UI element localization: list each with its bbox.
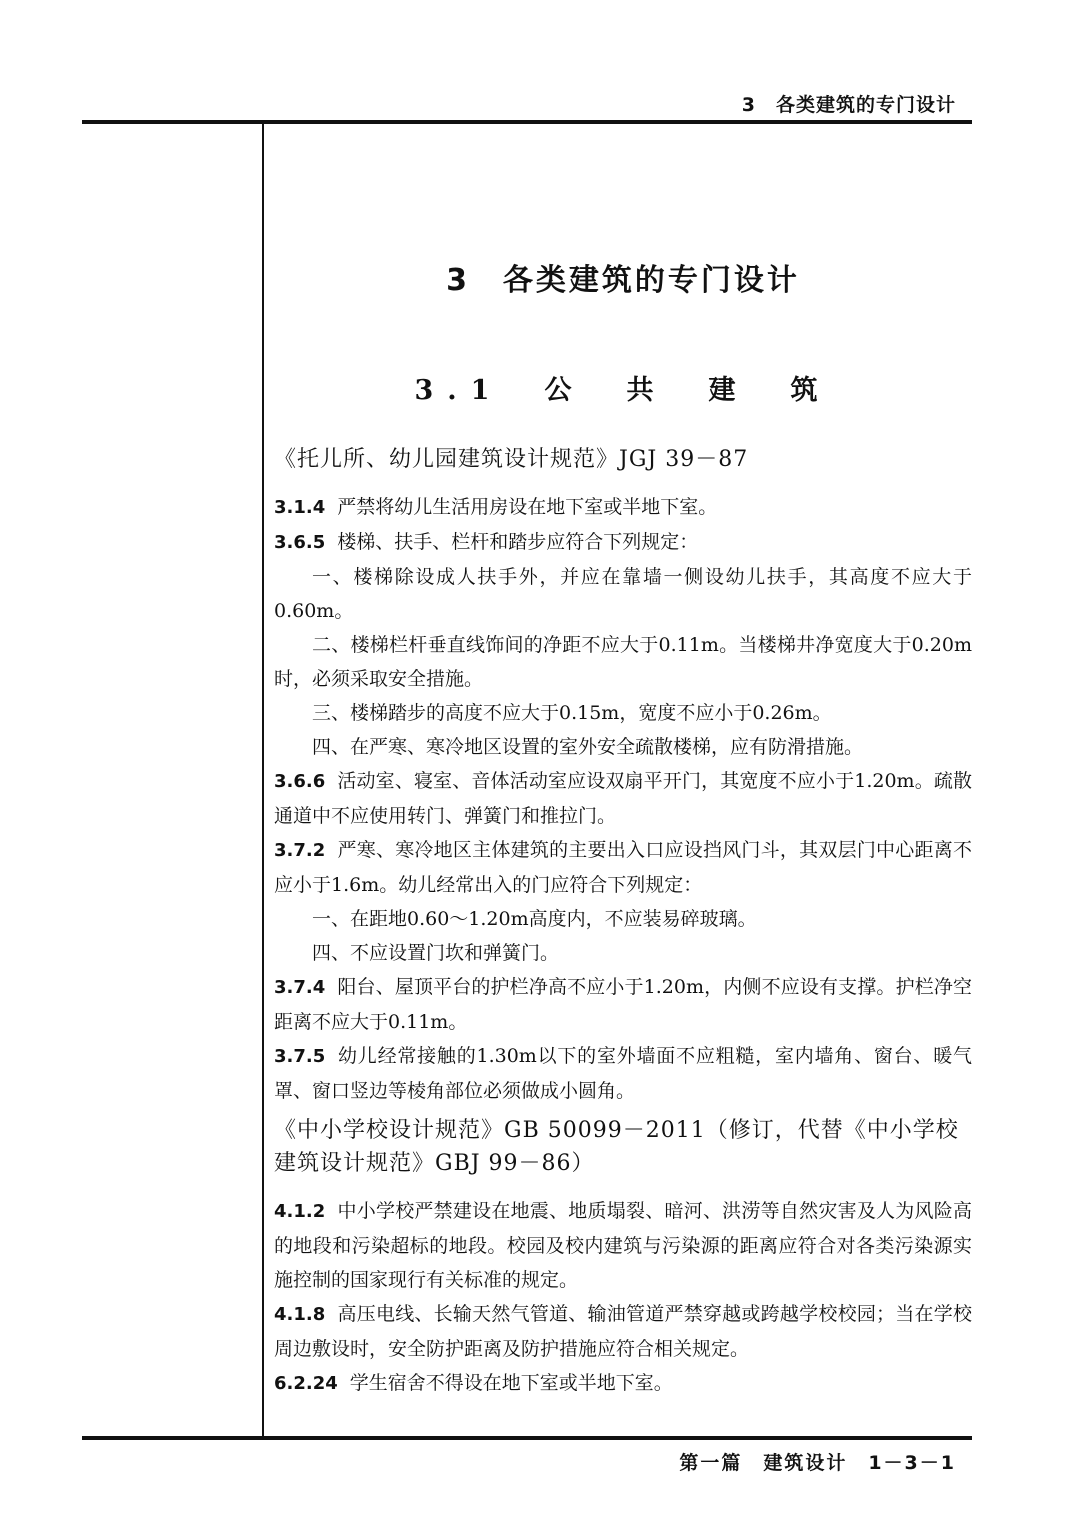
- clause-paragraph: [274, 1366, 972, 1401]
- clause-item: [274, 936, 972, 970]
- clause-text: 楼梯、扶手、栏杆和踏步应符合下列规定：: [337, 531, 699, 553]
- clause-text: 高压电线、长输天然气管道、输油管道严禁穿越或跨越学校校园；当在学校周边敷设时，安全防护距离及防护措施应符合相关规定。: [274, 1303, 972, 1360]
- clause-item: [274, 560, 972, 628]
- clause-paragraph: [274, 833, 972, 902]
- clause-paragraph: [274, 525, 972, 560]
- clause-number: 3.7.5: [274, 1046, 326, 1067]
- clause-list: [274, 1194, 972, 1401]
- clause-paragraph: [274, 490, 972, 525]
- clause-number: 4.1.2: [274, 1201, 326, 1222]
- clause-number: 3.6.6: [274, 771, 326, 792]
- clause-paragraph: [274, 764, 972, 833]
- page-footer: 第一篇 建筑设计 1－3－1: [679, 1452, 956, 1474]
- clause-number: 4.1.8: [274, 1304, 326, 1325]
- clause-text: 一、在距地0.60～1.20m高度内，不应装易碎玻璃。: [312, 908, 757, 930]
- section-title: 3.1 公 共 建 筑: [414, 375, 832, 406]
- clause-text: 幼儿经常接触的1.30m以下的室外墙面不应粗糙，室内墙角、窗台、暖气罩、窗口竖边等棱角部位必须做成小圆角。: [274, 1045, 972, 1102]
- margin-rule: [262, 124, 264, 1438]
- clause-paragraph: [274, 1194, 972, 1297]
- chapter-title: 3 各类建筑的专门设计: [446, 263, 800, 298]
- clause-paragraph: [274, 970, 972, 1039]
- standard-title: 《托儿所、幼儿园建筑设计规范》JGJ 39－87: [274, 447, 749, 472]
- clause-text: 三、楼梯踏步的高度不应大于0.15m，宽度不应小于0.26m。: [312, 702, 832, 724]
- clause-text: 严寒、寒冷地区主体建筑的主要出入口应设挡风门斗，其双层门中心距离不应小于1.6m。幼儿经常出入的门应符合下列规定：: [274, 839, 972, 896]
- clause-text: 严禁将幼儿生活用房设在地下室或半地下室。: [337, 496, 718, 518]
- clause-item: [274, 902, 972, 936]
- clause-number: 6.2.24: [274, 1373, 338, 1394]
- clause-paragraph: [274, 1039, 972, 1108]
- clause-list: [274, 490, 972, 1108]
- footer-rule: [82, 1436, 972, 1440]
- clause-number: 3.7.4: [274, 977, 326, 998]
- clause-text: 中小学校严禁建设在地震、地质塌裂、暗河、洪涝等自然灾害及人为风险高的地段和污染超标的地段。校园及校内建筑与污染源的距离应符合对各类污染源实施控制的国家现行有关标准的规定。: [274, 1200, 972, 1291]
- standard-title: 《中小学校设计规范》GB 50099－2011（修订，代替《中小学校建筑设计规范》GBJ 99－86）: [274, 1118, 959, 1176]
- header-rule: [82, 120, 972, 124]
- clause-item: [274, 730, 972, 764]
- clause-text: 四、在严寒、寒冷地区设置的室外安全疏散楼梯，应有防滑措施。: [312, 736, 864, 758]
- clause-text: 阳台、屋顶平台的护栏净高不应小于1.20m，内侧不应设有支撑。护栏净空距离不应大于0.11m。: [274, 976, 972, 1033]
- clause-number: 3.7.2: [274, 840, 326, 861]
- page-content: [274, 255, 972, 1401]
- clause-item: [274, 628, 972, 696]
- clause-text: 活动室、寝室、音体活动室应设双扇平开门，其宽度不应小于1.20m。疏散通道中不应使用转门、弹簧门和推拉门。: [274, 770, 972, 827]
- clause-text: 四、不应设置门坎和弹簧门。: [312, 942, 560, 964]
- clause-number: 3.6.5: [274, 532, 326, 553]
- running-header: 3 各类建筑的专门设计: [741, 94, 956, 116]
- clause-item: [274, 696, 972, 730]
- clause-text: 学生宿舍不得设在地下室或半地下室。: [349, 1372, 673, 1394]
- clause-paragraph: [274, 1297, 972, 1366]
- clause-text: 一、楼梯除设成人扶手外，并应在靠墙一侧设幼儿扶手，其高度不应大于0.60m。: [274, 566, 972, 622]
- clause-number: 3.1.4: [274, 497, 326, 518]
- clause-text: 二、楼梯栏杆垂直线饰间的净距不应大于0.11m。当楼梯井净宽度大于0.20m时，必须采取安全措施。: [274, 634, 972, 690]
